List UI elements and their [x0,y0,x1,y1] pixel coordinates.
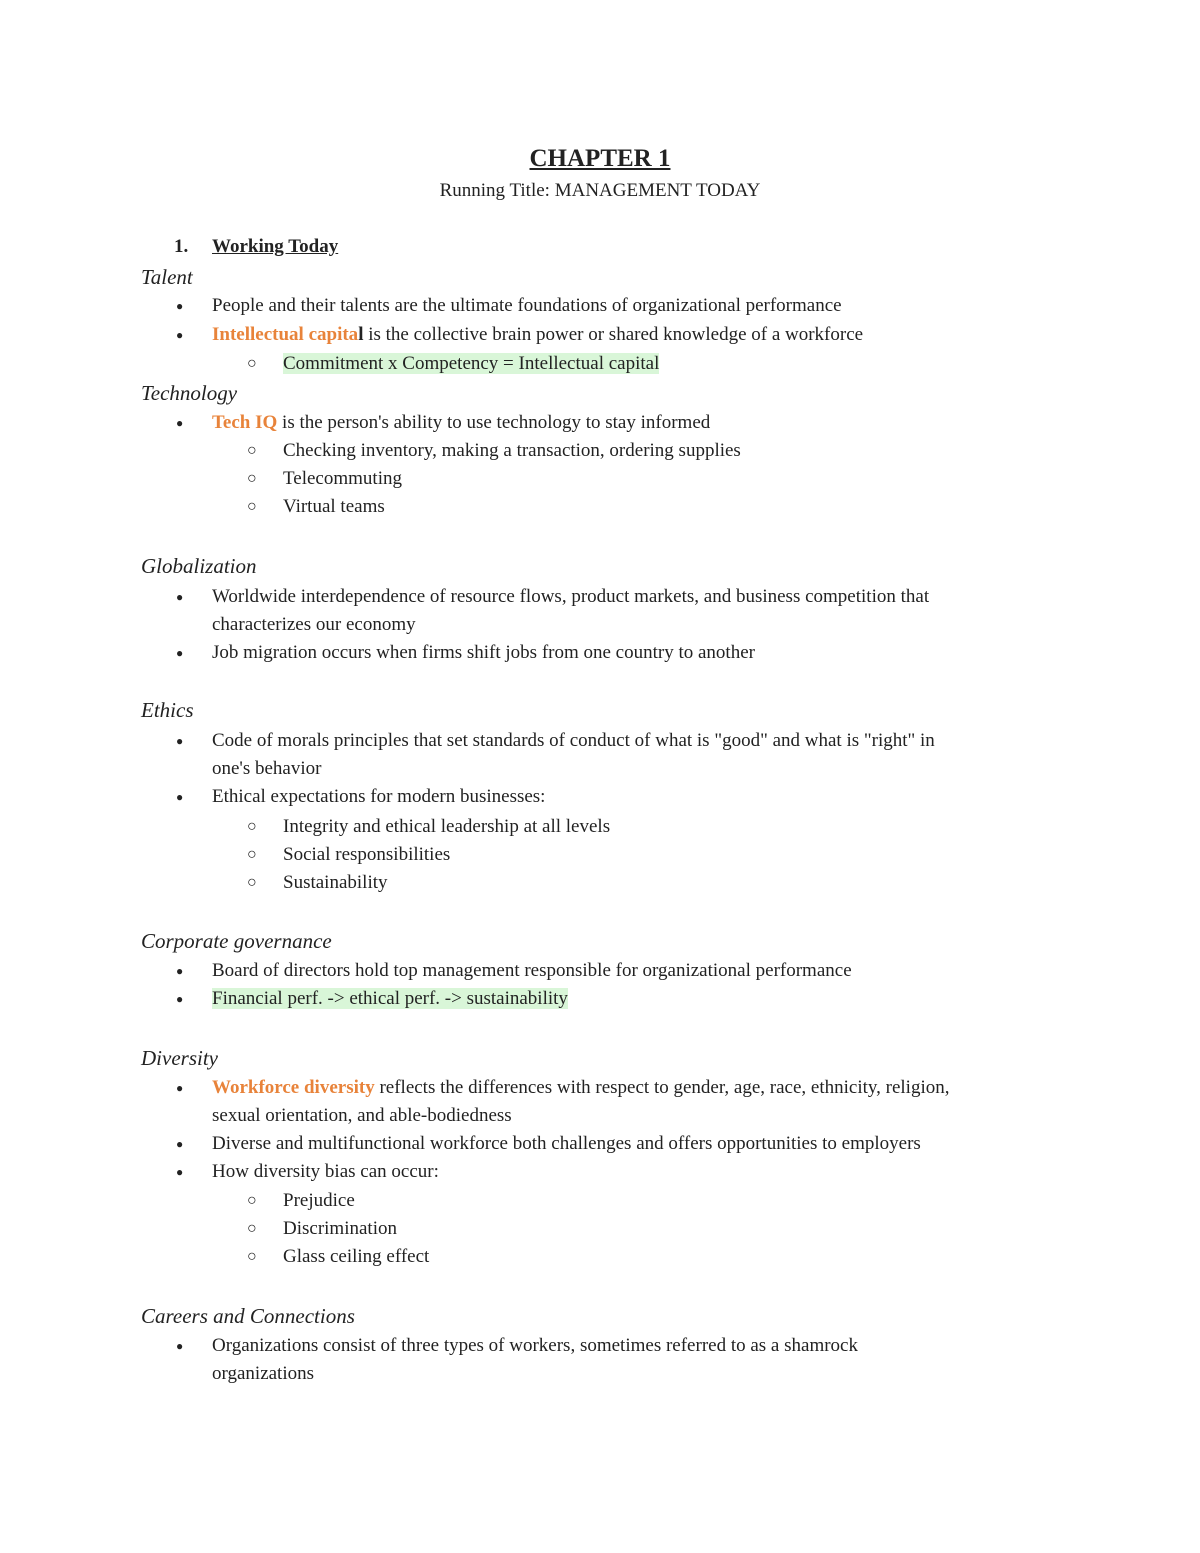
bullet-icon: ● [176,416,184,430]
bullet-icon: ● [176,790,184,804]
list-item: Code of morals principles that set standards of conduct of what is "good" and what is "right" in [212,730,935,751]
sub-list-item: Glass ceiling effect [283,1246,430,1267]
sub-bullet-icon: ○ [247,818,257,835]
sub-bullet-icon: ○ [247,1248,257,1265]
section-title: Working Today [212,236,339,257]
list-item [212,1074,950,1102]
sub-list-item: Prejudice [283,1190,355,1211]
list-item [212,409,710,437]
sub-list-item: Sustainability [283,872,388,893]
bullet-icon: ● [176,590,184,604]
highlighted-text: Commitment x Competency = Intellectual capital [283,353,660,374]
running-title: Running Title: MANAGEMENT TODAY [439,180,761,201]
heading-talent: Talent [141,265,193,289]
key-term: Workforce diversity [212,1077,375,1098]
section-number: 1. [174,236,189,257]
bullet-icon: ● [176,299,184,313]
list-item: How diversity bias can occur: [212,1161,439,1182]
list-item-continuation: one's behavior [212,758,322,779]
list-item-text: is the collective brain power or shared knowledge of a workforce [363,324,864,345]
key-term-end: l [358,324,364,345]
sub-bullet-icon: ○ [247,442,257,459]
bullet-icon: ● [176,1137,184,1151]
sub-bullet-icon: ○ [247,1220,257,1237]
list-item-continuation: sexual orientation, and able-bodiedness [212,1105,512,1126]
list-item: Organizations consist of three types of workers, sometimes referred to as a shamrock [212,1335,858,1356]
heading-corporate-governance: Corporate governance [141,929,332,953]
bullet-icon: ● [176,964,184,978]
sub-bullet-icon: ○ [247,355,257,372]
bullet-icon: ● [176,1081,184,1095]
sub-bullet-icon: ○ [247,1192,257,1209]
key-term: Intellectual capita [212,324,359,345]
list-item: Diverse and multifunctional workforce both challenges and offers opportunities to employers [212,1133,921,1154]
heading-technology: Technology [141,381,238,405]
sub-list-item: Discrimination [283,1218,397,1239]
sub-bullet-icon: ○ [247,470,257,487]
key-term: Tech IQ [212,412,278,433]
bullet-icon: ● [176,734,184,748]
heading-ethics: Ethics [141,698,194,722]
list-item-continuation: characterizes our economy [212,614,416,635]
sub-bullet-icon: ○ [247,498,257,515]
list-item-text: is the person's ability to use technology to stay informed [277,412,711,433]
highlighted-text: Financial perf. -> ethical perf. -> sustainability [212,988,568,1009]
list-item [212,985,568,1013]
bullet-icon: ● [176,992,184,1006]
list-item: Board of directors hold top management responsible for organizational performance [212,960,852,981]
bullet-icon: ● [176,1165,184,1179]
list-item: Worldwide interdependence of resource flows, product markets, and business competition that [212,586,930,607]
sub-list-item: Integrity and ethical leadership at all levels [283,816,611,837]
bullet-icon: ● [176,1339,184,1353]
list-item [212,321,863,349]
sub-bullet-icon: ○ [247,874,257,891]
list-item-continuation: organizations [212,1363,315,1384]
list-item: Ethical expectations for modern businesses: [212,786,546,807]
sub-list-item: Social responsibilities [283,844,451,865]
bullet-icon: ● [176,328,184,342]
sub-list-item: Virtual teams [283,496,385,517]
heading-careers-and-connections: Careers and Connections [141,1304,355,1328]
sub-list-item: Checking inventory, making a transaction, ordering supplies [283,440,741,461]
heading-globalization: Globalization [141,554,257,578]
heading-diversity: Diversity [141,1046,218,1070]
bullet-icon: ● [176,646,184,660]
list-item-text: reflects the differences with respect to gender, age, race, ethnicity, religion, [374,1077,950,1098]
chapter-title: CHAPTER 1 [529,145,671,172]
list-item: Job migration occurs when firms shift jobs from one country to another [212,642,755,663]
sub-list-item: Telecommuting [283,468,402,489]
sub-list-item [283,350,659,378]
list-item: People and their talents are the ultimate foundations of organizational performance [212,295,842,316]
sub-bullet-icon: ○ [247,846,257,863]
